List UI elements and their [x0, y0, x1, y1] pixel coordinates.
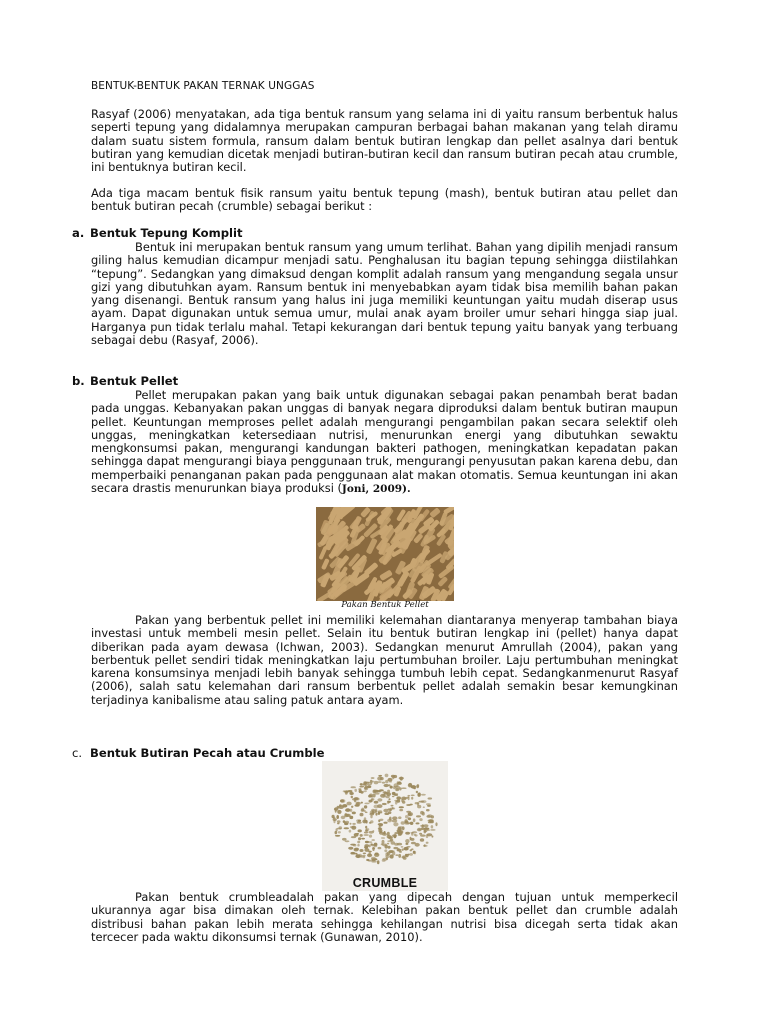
section-b-heading [72, 374, 178, 388]
section-b-marker: b. [72, 374, 85, 388]
section-b-text: Pellet merupakan pakan yang baik untuk digunakan sebagai pakan penambah berat badan pada unggas. Kebanyakan pakan unggas di banyak negara diproduksi dalam bentuk butiran maupun pellet. Keuntungan memproses pellet adalah mengurangi pengambilan pakan secara selektif oleh unggas, meningkatkan ketersediaan nutrisi, menurunkan energi yang dibutuhkan sewaktu mengkonsumsi pakan, mengurangi kandungan bakteri pathogen, meningkatkan kepadatan pakan sehingga dapat mengurangi biaya penggunaan truk, mengurangi penyusutan pakan karena debu, dan memperbaiki penanganan pakan pada penggunaan alat makan otomatis. Semua keuntungan ini akan secara drastis menurunkan biaya produksi ( [91, 388, 678, 496]
crumble-figure-label: CRUMBLE [352, 876, 418, 890]
section-c-marker: c. [72, 746, 83, 760]
section-b-paragraph [91, 389, 678, 496]
section-a-marker: a. [72, 226, 85, 240]
section-b-paragraph-2: Pakan yang berbentuk pellet ini memiliki kelemahan diantaranya menyerap tambahan biaya investasi untuk membeli mesin pellet. Selain itu bentuk butiran lengkap ini (pellet) hanya dapat diberikan pada ayam dewasa (Ichwan, 2003). Sedangkan menurut Amrullah (2004), pakan yang berbentuk pellet sendiri tidak meningkatkan laju pertumbuhan broiler. Laju pertumbuhan meningkat karena konsumsinya menjadi lebih banyak sehingga tumbuh lebih cepat. Sedangkanmenurut Rasyaf (2006), salah satu kelemahan dari ransum berbentuk pellet adalah semakin besar kemungkinan terjadinya kanibalisme atau saling patuk antara ayam. [91, 613, 678, 707]
intro-paragraph-2: Ada tiga macam bentuk fisik ransum yaitu bentuk tepung (mash), bentuk butiran atau pellet dan bentuk butiran pecah (crumble) sebagai berikut : [91, 186, 678, 214]
section-c-paragraph: Pakan bentuk crumbleadalah pakan yang dipecah dengan tujuan untuk memperkecil ukurannya agar bisa dimakan oleh ternak. Kelebihan pakan bentuk pellet dan crumble adalah distribusi bahan pakan lebih merata sehingga kehilangan nutrisi bisa dicegah serta tidak akan tercecer pada waktu dikonsumsi ternak (Gunawan, 2010). [91, 890, 678, 944]
section-a-title: Bentuk Tepung Komplit [90, 226, 243, 240]
section-c-heading [72, 746, 324, 760]
document-title: BENTUK-BENTUK PAKAN TERNAK UNGGAS [91, 80, 315, 92]
pellet-figure-caption: Pakan Bentuk Pellet [341, 600, 429, 610]
section-a-paragraph: Bentuk ini merupakan bentuk ransum yang umum terlihat. Bahan yang dipilih menjadi ransum giling halus kemudian dicampur menjadi satu. Penghalusan itu bagian tepung sehingga diistilahkan “tepung”. Sedangkan yang dimaksud dengan komplit adalah ransum yang mengandung segala unsur gizi yang dibutuhkan ayam. Ransum bentuk ini menyebabkan ayam tidak bisa memilih bahan pakan yang disenangi. Bentuk ransum yang halus ini juga memiliki keuntungan yaitu mudah diserap usus ayam. Dapat digunakan untuk semua umur, mulai anak ayam broiler umur sehari hingga siap jual. Harganya pun tidak terlalu mahal. Tetapi kekurangan dari bentuk tepung yaitu banyak yang terbuang sebagai debu (Rasyaf, 2006). [91, 240, 678, 348]
section-b-citation: Joni, 2009). [341, 483, 411, 496]
section-b-title: Bentuk Pellet [90, 374, 179, 388]
crumble-photo [322, 761, 448, 891]
pellet-photo [316, 507, 454, 601]
pellet-figure [316, 507, 454, 601]
section-a-heading [72, 226, 242, 240]
section-c-title: Bentuk Butiran Pecah atau Crumble [90, 746, 325, 760]
crumble-figure [322, 761, 448, 891]
intro-paragraph-1: Rasyaf (2006) menyatakan, ada tiga bentuk ransum yang selama ini di yaitu ransum berbentuk halus seperti tepung yang didalamnya merupakan campuran berbagai bahan makanan yang telah diramu dalam suatu sistem formula, ransum dalam bentuk butiran lengkap dan pellet asalnya dari bentuk butiran yang kemudian dicetak menjadi butiran-butiran kecil dan ransum butiran pecah atau crumble, ini bentuknya butiran kecil. [91, 107, 678, 175]
